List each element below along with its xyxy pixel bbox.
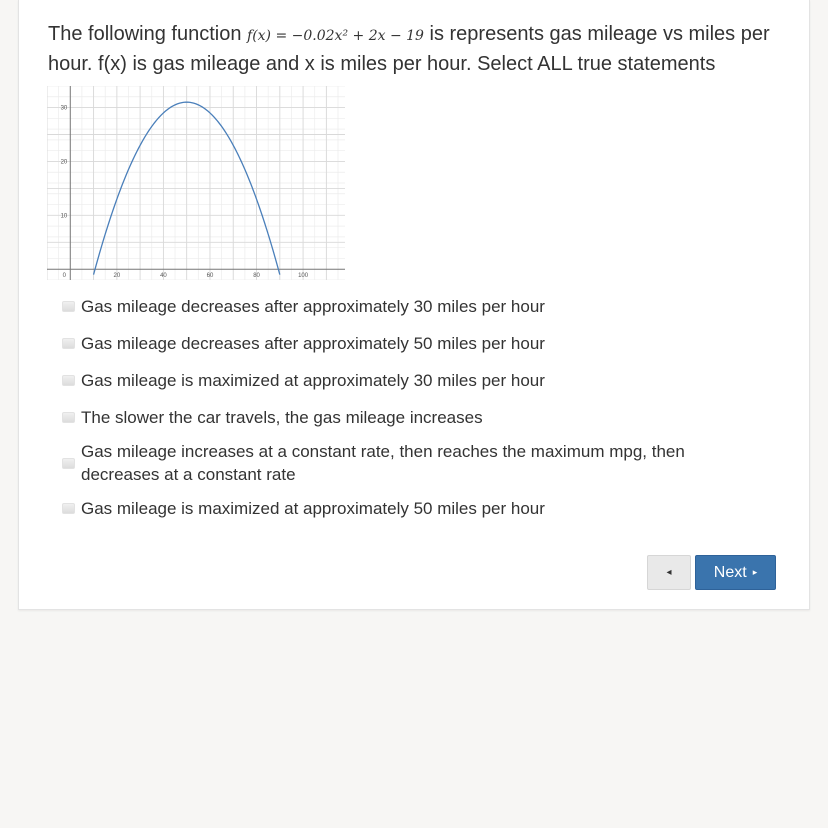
choice-2[interactable] [62,325,762,362]
y-tick-label: 30 [60,105,68,112]
choice-5[interactable] [62,436,762,490]
next-label: Next [713,563,747,581]
answer-choices [62,288,762,527]
x-tick-label: 80 [253,273,260,280]
choice-label: Gas mileage decreases after approximately 30 miles per hour [81,297,545,316]
x-tick-label: 40 [160,273,167,280]
y-tick-label: 20 [60,159,68,166]
choice-6[interactable] [62,490,762,527]
question-prompt: is represents gas mileage vs miles per hour. f(x) is gas mileage and x is miles per hour. Select ALL true statements [48,23,770,75]
choice-label: Gas mileage is maximized at approximately 50 miles per hour [81,499,545,518]
choice-label: Gas mileage increases at a constant rate, then reaches the maximum mpg, then decreases at a constant rate [81,442,685,484]
mileage-graph [47,86,345,280]
next-arrow-icon: ▸ [752,567,758,577]
previous-button[interactable] [647,555,691,590]
question-intro: The following function [48,23,242,45]
x-tick-label: 0 [62,273,66,280]
checkbox[interactable] [62,375,75,386]
checkbox[interactable] [62,301,75,312]
x-tick-label: 100 [298,273,309,280]
choice-label: Gas mileage is maximized at approximately 30 miles per hour [81,371,545,390]
function-formula: f(x) = −0.02x² + 2x − 19 [247,28,424,44]
choice-1[interactable] [62,288,762,325]
checkbox[interactable] [62,412,75,423]
choice-label: The slower the car travels, the gas mileage increases [81,408,483,427]
y-tick-label: 10 [60,213,68,220]
choice-label: Gas mileage decreases after approximately 50 miles per hour [81,334,545,353]
question-card [18,0,810,610]
x-tick-label: 60 [206,273,214,280]
next-button[interactable] [695,555,776,590]
checkbox[interactable] [62,338,75,349]
choice-4[interactable] [62,399,762,436]
checkbox[interactable] [62,458,75,469]
previous-arrow-icon: ◂ [666,567,672,578]
checkbox[interactable] [62,503,75,514]
x-tick-label: 20 [113,273,121,280]
question-text [48,20,788,78]
choice-3[interactable] [62,362,762,399]
